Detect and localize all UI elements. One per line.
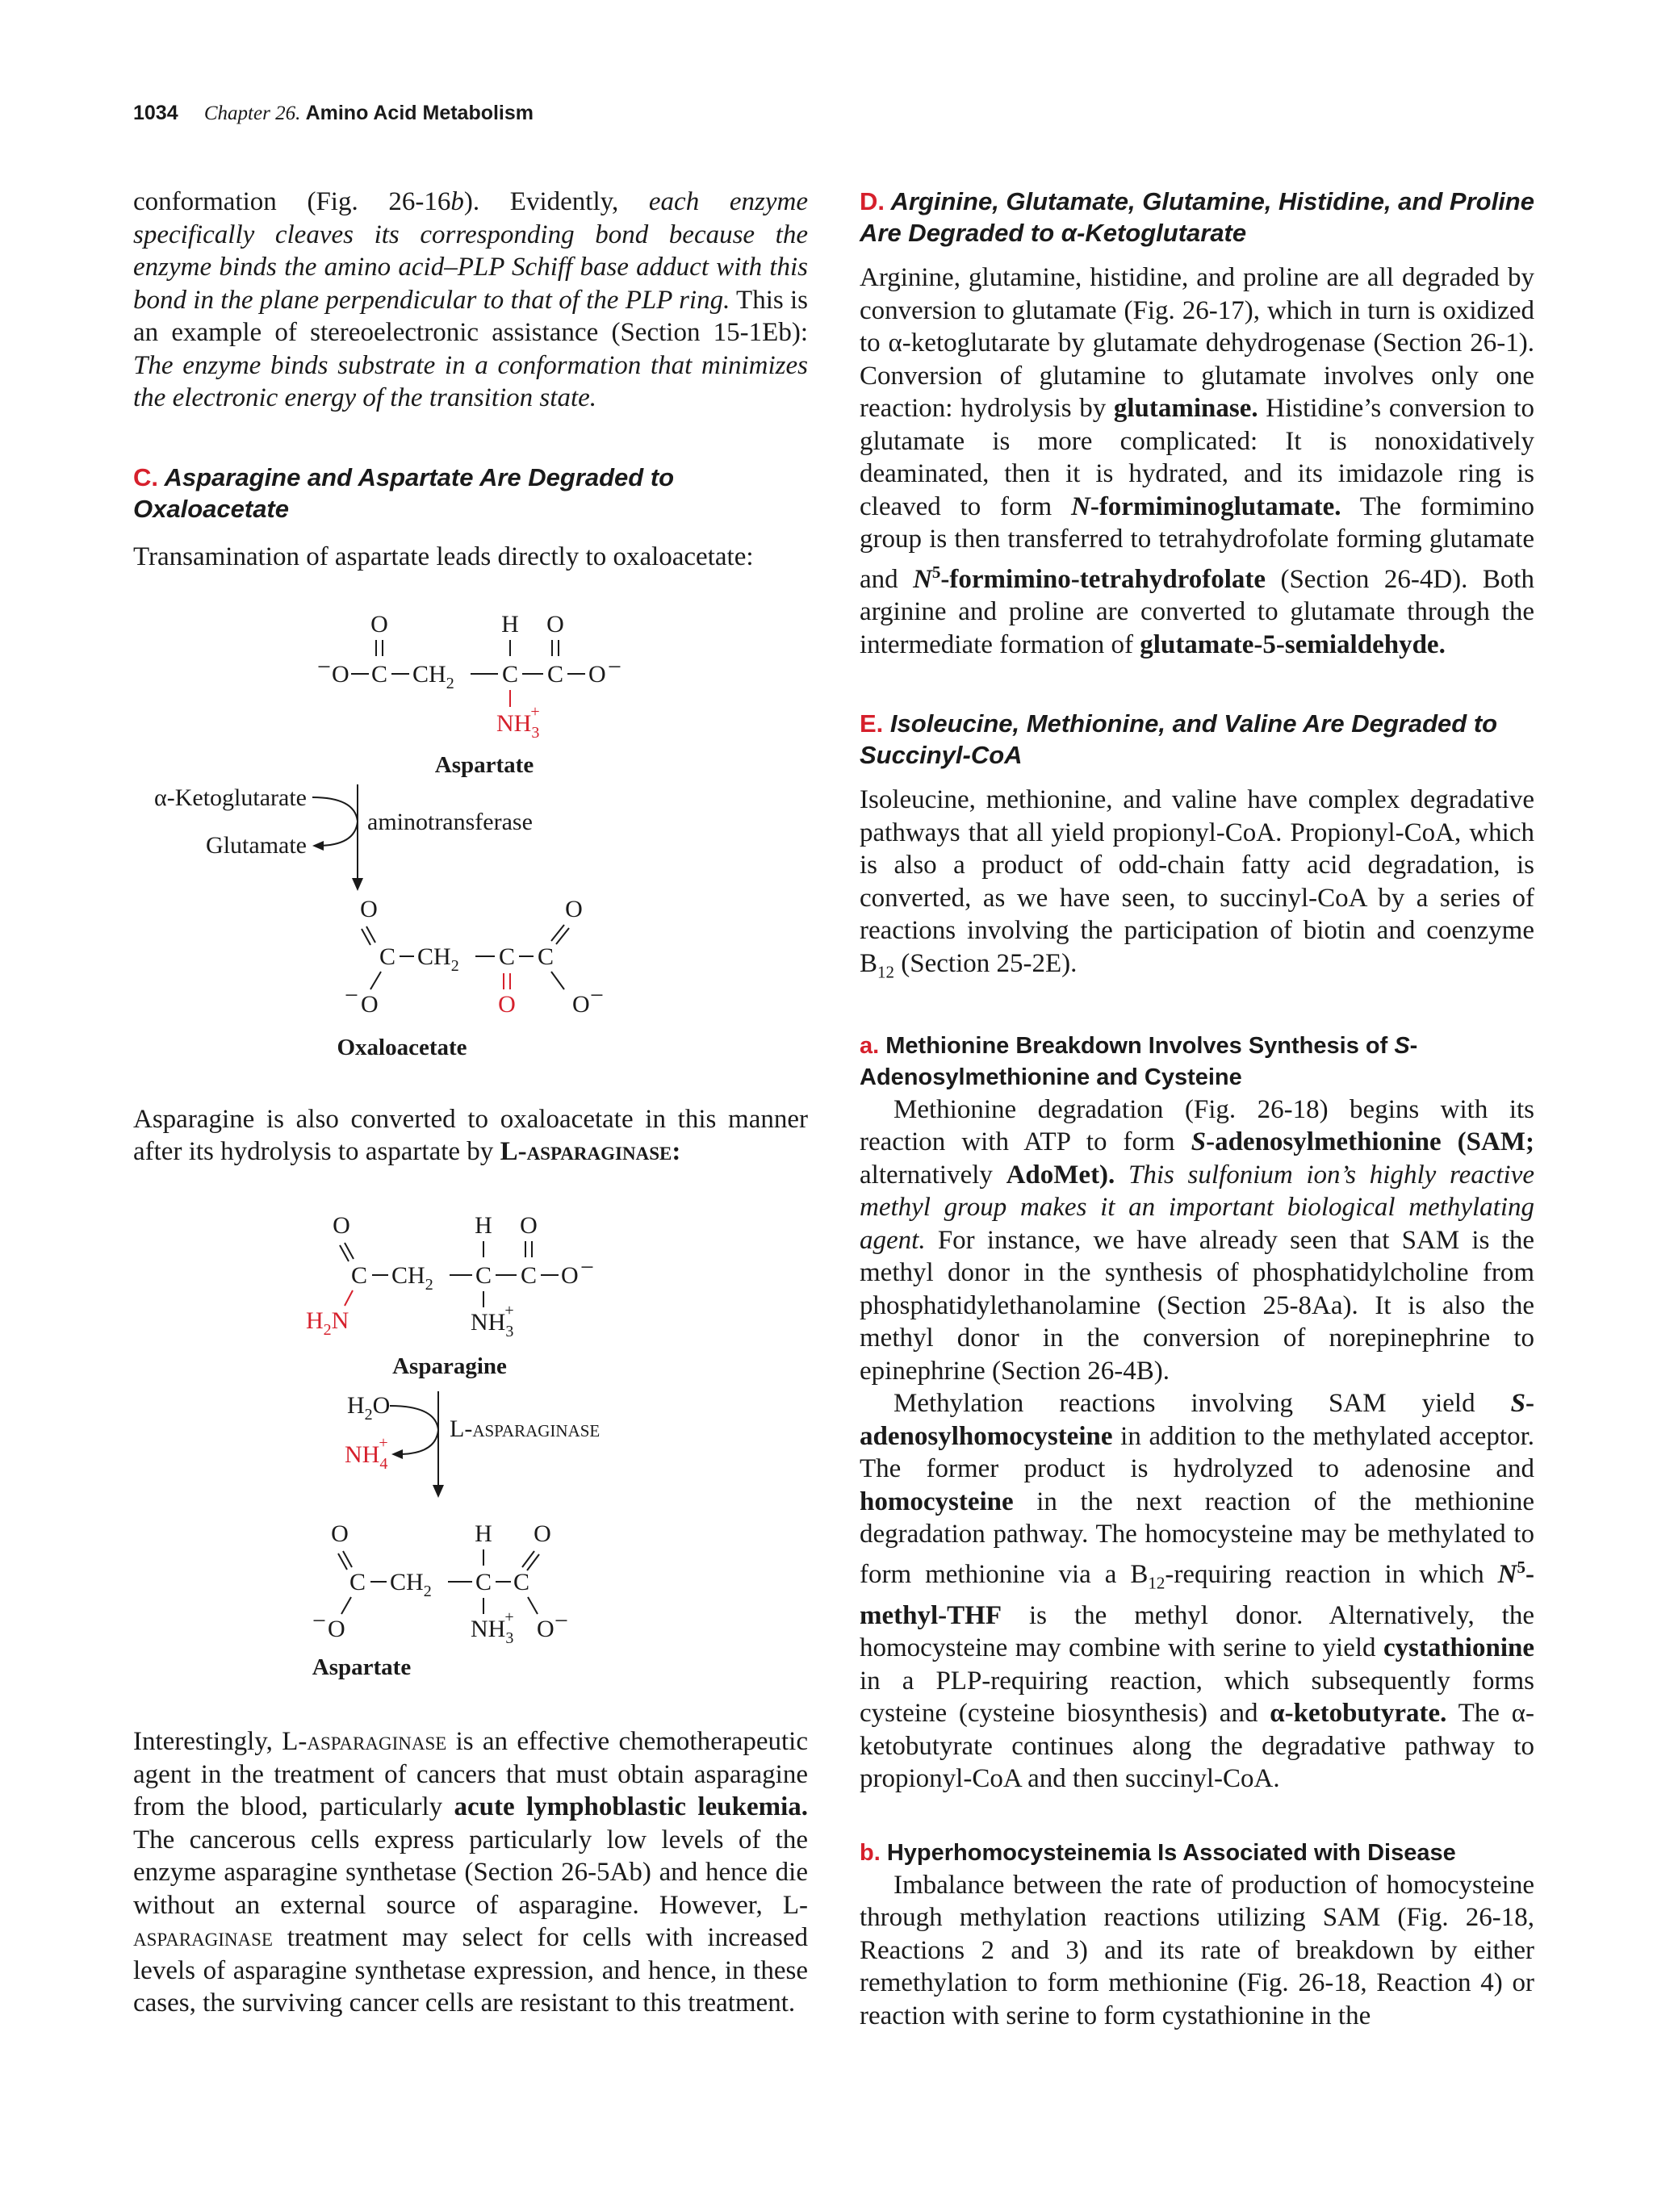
asp2-o-bottom-right: O [537,1615,554,1642]
label-oxaloacetate: Oxaloacetate [337,1035,467,1060]
asn-minus: − [580,1253,594,1281]
asp-c1: C [370,661,388,688]
oxa-ch2: $CH_2$ [417,943,459,975]
asn-o-right: O [561,1261,579,1289]
asn-c-amide: C [350,1261,368,1289]
chapter-label: Chapter 26. [203,102,301,124]
oxa-o-bottom-left: O [361,991,379,1018]
asn-h: H [475,1211,492,1239]
asn-c-alpha: C [475,1261,492,1289]
enzyme-aminotransferase: aminotransferase [367,809,533,835]
product-ammonium: $NH_4+$ [345,1433,388,1473]
asp2-ch2: $CH_2$ [390,1568,432,1600]
asp2-minus-left: − [312,1607,326,1634]
label-aspartate: Aspartate [434,752,534,778]
paragraph-asparaginase: Asparagine is also converted to oxaloacetate in this manner after its hydrolysis to aspartate by L-asparaginase: [133,1104,808,1166]
subsection-b-heading: b. Hyperhomocysteinemia Is Associated with Disease [860,1839,1456,1866]
asp-ch2: $CH_2$ [412,661,454,692]
asp2-c2: C [475,1568,492,1595]
paragraph-leukemia: Interestingly, L-asparaginase is an effective chemotherapeutic agent in the treatment of cancers that must obtain asparagine from the blood, particularly acute lymphoblastic leukemia. The cancerous cells express particularly low levels of the enzyme asparagine synthetase (Section 26-5Ab) and hence die without an external source of asparagine. However, L-asparaginase treatment may select for cells with increased levels of asparagine synthetase expression, and hence, in these cases, the surviving cancer cells are resistant to this treatment. [133,1727,808,2018]
reactant-water: $H_2O$ [347,1391,391,1424]
oxa-o-top-left: O [360,896,378,922]
paragraph-sam: Methionine degradation (Fig. 26-18) begins with its reaction with ATP to form S-adenosylmethionine (SAM; alternatively AdoMet). This sulfonium ion’s highly reactive methyl group makes it an important biological methylating agent. For instance, we have already seen that SAM is the methyl donor in the synthesis of phosphatidylcholine from phosphatidylethanolamine (Section 25-8Aa). It is also the methyl donor in the conversion of norepinephrine to epinephrine (Section 26-4B). [860,1094,1534,1386]
asn-ch2: $CH_2$ [391,1261,433,1294]
reactant-alpha-ketoglutarate: α-Ketoglutarate [154,784,307,811]
section-d-heading: D. Arginine, Glutamate, Glutamine, Histidine, and Proline Are Degraded to α-Ketoglutarate [860,187,1534,247]
asp-minus-right: − [608,654,621,680]
paragraph-transamination: Transamination of aspartate leads directly to oxaloacetate: [133,542,754,571]
asn-c-carboxyl: C [520,1261,538,1289]
asp-o-top-2: O [546,611,564,638]
asp-minus-left: − [317,654,331,680]
asp2-o-left: O [331,1520,349,1547]
asn-nh3: $NH_3+$ [471,1301,514,1340]
page-number: 1034 [133,102,178,124]
chapter-title: Amino Acid Metabolism [305,102,534,124]
section-e-heading: E. Isoleucine, Methionine, and Valine Are Degraded to Succinyl-CoA [860,709,1498,769]
asp-o-top-1: O [370,611,388,638]
enzyme-l-asparaginase: L-asparaginase [450,1415,601,1442]
asp-nh3: $NH_3+$ [496,703,540,742]
section-c-heading: C. Asparagine and Aspartate Are Degraded to Oxaloacetate [133,462,675,523]
oxa-c2: C [498,943,516,970]
figure-aspartate-to-oxaloacetate [133,573,808,1033]
asp-c2: C [501,661,519,688]
oxa-keto-o: O [498,991,516,1018]
asp-o-left: O [332,661,349,688]
asp2-minus-right: − [554,1607,568,1634]
right-column [860,186,1534,2032]
oxa-minus-right: − [590,982,604,1009]
paragraph-stereoelectronic: conformation (Fig. 26-16b). Evidently, each enzyme specifically cleaves its corresponding bond because the enzyme binds the amino acid–PLP Schiff base adduct with this bond in the plane perpendicular to that of the PLP ring. This is an example of stereoelectronic assistance (Section 15-1Eb): The enzyme binds substrate in a conformation that minimizes the electronic energy of the transition state. [133,187,808,412]
asp2-nh3: $NH_3+$ [471,1608,514,1647]
label-aspartate-2: Aspartate [312,1654,412,1680]
asp-h-top: H [501,611,519,638]
asn-h2n: $H_2N$ [306,1307,349,1339]
product-glutamate: Glutamate [206,832,307,859]
asp2-o-bottom-left: O [328,1615,345,1642]
asp2-o-right: O [534,1520,551,1547]
oxa-o-bottom-right: O [572,991,590,1018]
label-asparagine: Asparagine [392,1353,507,1379]
running-header [133,102,534,125]
asn-o-amide: O [333,1211,350,1239]
oxa-c1: C [379,943,396,970]
asn-o-carbonyl: O [520,1211,538,1239]
oxa-o-top-right: O [565,896,583,922]
paragraph-section-d: Arginine, glutamine, histidine, and proline are all degraded by conversion to glutamate (Fig. 26-17), which in turn is oxidized to α-ketoglutarate by glutamate dehydrogenase (Section 26-1). Conversion of glutamine to glutamate involves only one reaction: hydrolysis by glutaminase. Histidine’s conversion to glutamate is more complicated: It is nonoxidatively deaminated, then it is hydrated, and its imidazole ring is cleaved to form N-formiminoglutamate. The formimino group is then transferred to tetrahydrofolate forming glutamate and $N^5-formimino$-tetrahydrofolate (Section 26-4D). Both arginine and proline are converted to glutamate through the intermediate formation of glutamate-5-semialdehyde. [860,263,1534,659]
paragraph-hyperhomocysteinemia: Imbalance between the rate of production of homocysteine through methylation reactions utilizing SAM (Fig. 26-18, Reactions 2 and 3) and its rate of breakdown by either remethylation to form methionine (Fig. 26-18, Reaction 4) or reaction with serine to form cystathionine in the [860,1870,1534,2030]
asp-o-right: O [588,661,606,688]
subsection-a-heading: a. Methionine Breakdown Involves Synthesis of S-Adenosylmethionine and Cysteine [860,1032,1418,1090]
asp2-c1: C [349,1568,366,1595]
oxa-minus-left: − [345,982,358,1009]
asp2-h: H [475,1520,492,1547]
paragraph-section-e: Isoleucine, methionine, and valine have complex degradative pathways that all yield propionyl-CoA. Propionyl-CoA, which is also a product of odd-chain fatty acid degradation, is converted, as we have seen, to succinyl-CoA by a series of reactions involving the participation of biotin and coenzyme $B_{12}$ (Section 25-2E). [860,785,1534,982]
oxa-c3: C [537,943,554,970]
left-column [133,186,808,2020]
asp2-c3: C [513,1568,530,1595]
figure-asparagine-to-aspartate [133,1177,808,1653]
asp-c3: C [546,661,564,688]
paragraph-methylation: Methylation reactions involving SAM yield S-adenosylhomocysteine in addition to the methylated acceptor. The former product is hydrolyzed to adenosine and homocysteine in the next reaction of the methionine degradation pathway. The homocysteine may be methylated to form methionine via a $B_{12}$-requiring reaction in which $N^5-methyl$-THF is the methyl donor. Alternatively, the homocysteine may combine with serine to yield cystathionine in a PLP-requiring reaction, which subsequently forms cysteine (cysteine biosynthesis) and α-ketobutyrate. The α-ketobutyrate continues along the degradative pathway to propionyl-CoA and then succinyl-CoA. [860,1389,1534,1794]
